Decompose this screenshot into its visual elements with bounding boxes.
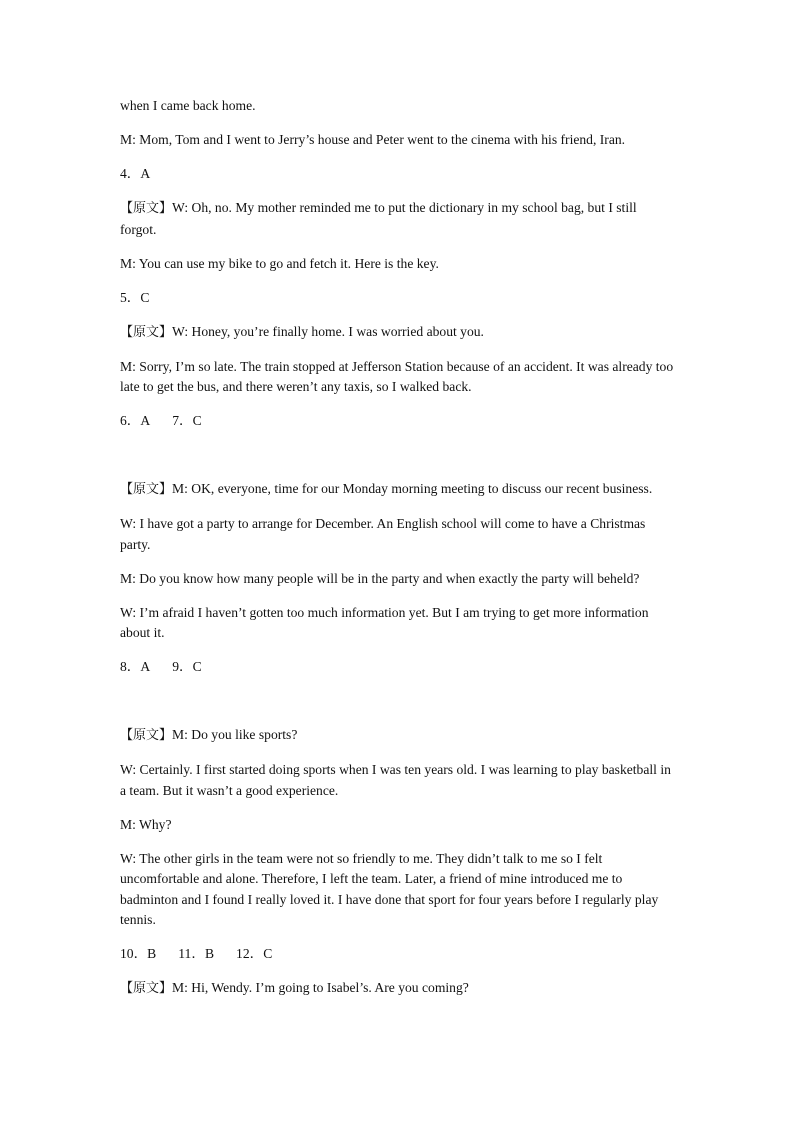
- transcript-text: M: Why?: [120, 816, 172, 832]
- transcript-line: [120, 760, 676, 801]
- transcript-line: [120, 479, 676, 501]
- transcript-text: W: The other girls in the team were not so friendly to me. They didn’t talk to me so I felt uncomfortable and alone. Therefore, I left the team. Later, a friend of mine introduced me to badminton and I found I really loved it. I have done that sport for four years before I regularly play tennis.: [120, 850, 659, 927]
- original-text-tag: 【原文】: [120, 201, 173, 216]
- transcript-text: W: Oh, no. My mother reminded me to put the dictionary in my school bag, but I still forgot.: [120, 200, 637, 237]
- transcript-line: [120, 603, 676, 644]
- answer-row: [120, 288, 676, 309]
- answer-10: 10．B: [120, 946, 157, 961]
- transcript-line: [120, 254, 676, 275]
- answer-4: 4．A: [120, 166, 151, 181]
- spacer: [120, 691, 676, 725]
- transcript-body: [120, 96, 676, 1013]
- transcript-text: M: Sorry, I’m so late. The train stopped at Jefferson Station because of an accident. It was already too late to get the bus, and there weren’t any taxis, so I walked back.: [120, 358, 674, 394]
- original-text-tag: 【原文】: [120, 324, 173, 340]
- transcript-line: [120, 849, 676, 931]
- answer-5: 5．C: [120, 289, 150, 305]
- transcript-text: when I came back home.: [120, 98, 256, 113]
- transcript-line: [120, 198, 676, 240]
- transcript-line: [120, 725, 676, 747]
- transcript-text: W: I have got a party to arrange for December. An English school will come to have a Christmas party.: [120, 516, 646, 552]
- transcript-line: [120, 322, 676, 344]
- original-text-tag: 【原文】: [120, 728, 173, 743]
- transcript-text: M: You can use my bike to go and fetch it. Here is the key.: [120, 255, 439, 271]
- answer-6: 6．A: [120, 413, 151, 428]
- transcript-line: [120, 514, 676, 555]
- answer-12: 12．C: [236, 946, 273, 961]
- transcript-text: W: Certainly. I first started doing sports when I was ten years old. I was learning to play basketball in a team. But it wasn’t a good experience.: [120, 762, 671, 798]
- answer-row: [120, 411, 676, 432]
- transcript-line: [120, 357, 676, 398]
- transcript-text: M: Mom, Tom and I went to Jerry’s house and Peter went to the cinema with his friend, Iran.: [120, 132, 626, 147]
- transcript-line: [120, 569, 676, 590]
- transcript-text: M: OK, everyone, time for our Monday morning meeting to discuss our recent business.: [172, 481, 653, 496]
- answer-row: [120, 944, 676, 965]
- transcript-line: [120, 978, 676, 1000]
- transcript-text: M: Hi, Wendy. I’m going to Isabel’s. Are you coming?: [172, 980, 469, 995]
- answer-7: 7．C: [172, 413, 202, 428]
- transcript-text: W: I’m afraid I haven’t gotten too much information yet. But I am trying to get more information about it.: [120, 604, 649, 640]
- spacer: [120, 445, 676, 479]
- answer-11: 11．B: [178, 946, 215, 961]
- transcript-text: W: Honey, you’re finally home. I was worried about you.: [172, 323, 484, 339]
- answer-row: [120, 164, 676, 185]
- answer-9: 9．C: [172, 659, 202, 674]
- transcript-line: [120, 815, 676, 836]
- original-text-tag: 【原文】: [120, 482, 173, 497]
- transcript-line: [120, 96, 676, 117]
- answer-row: [120, 657, 676, 678]
- transcript-text: M: Do you like sports?: [172, 727, 298, 742]
- transcript-text: M: Do you know how many people will be in the party and when exactly the party will beheld?: [120, 570, 640, 586]
- transcript-line: [120, 130, 676, 151]
- original-text-tag: 【原文】: [120, 981, 173, 996]
- answer-8: 8．A: [120, 659, 151, 674]
